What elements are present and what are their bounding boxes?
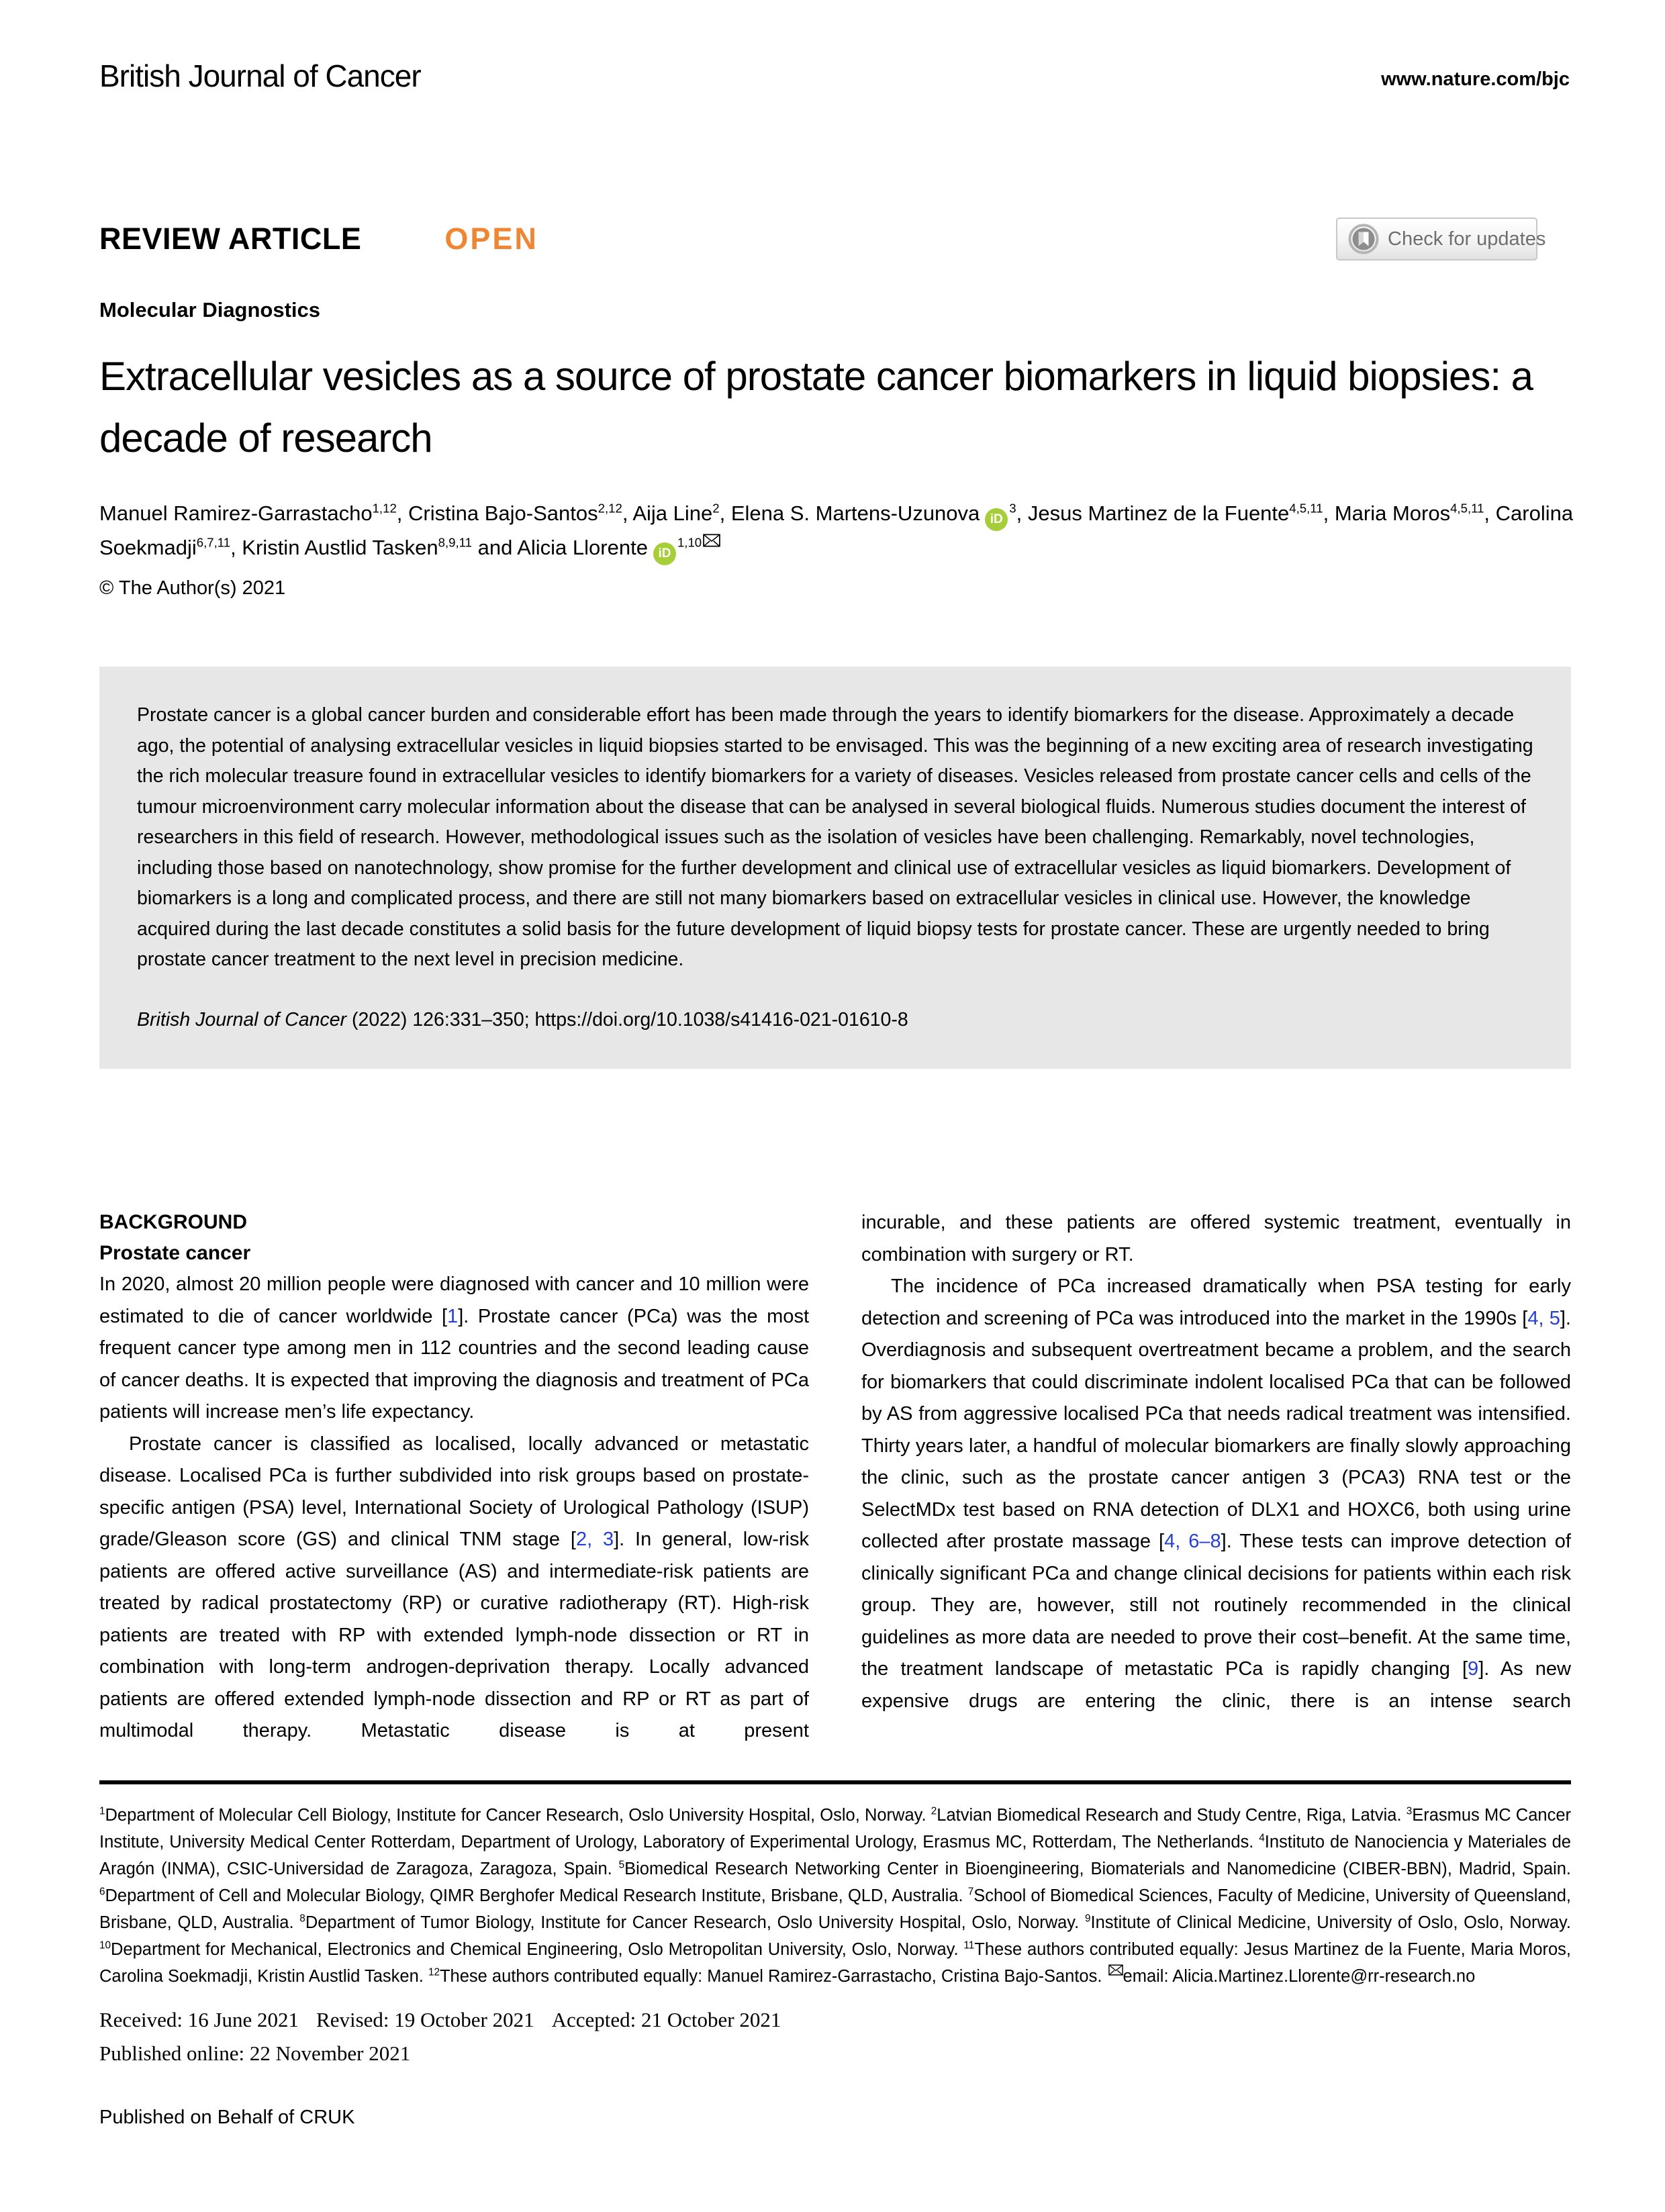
journal-title: British Journal of Cancer [99, 58, 421, 93]
body-paragraph: The incidence of PCa increased dramatically when PSA testing for early detection and screening of PCa was introduced into the market in the 1990s [4, 5]. Overdiagnosis and subsequent overtreatment became a problem, and the search for biomarkers that could discriminate indolent localised PCa that can be followed by AS from aggressive localised PCa that needs radical treatment was intensified. Thirty years later, a handful of molecular biomarkers are finally slowly approaching the clinic, such as the prostate cancer antigen 3 (PCA3) RNA test or the SelectMDx test based on RNA detection of DLX1 and HOXC6, both using urine collected after prostate massage [4, 6–8]. These tests can improve detection of clinically significant PCa and change clinical decisions for patients within each risk group. They are, however, still not routinely recommended in the clinical guidelines as more data are needed to prove their cost–benefit. At the same time, the treatment landscape of metastatic PCa is rapidly changing [9]. As new expensive drugs are entering the clinic, there is an intense search [861, 1276, 1571, 1712]
superscript-affiliation: 11 [963, 1939, 975, 1952]
orcid-icon[interactable]: iD [653, 542, 676, 565]
copyright-line: © The Author(s) 2021 [99, 577, 286, 599]
accepted-date: Accepted: 21 October 2021 [551, 2008, 781, 2031]
orcid-icon[interactable]: iD [985, 508, 1008, 531]
authors-line: Manuel Ramirez-Garrastacho$^{1,12}$, Cristina Bajo-Santos$^{2,12}$, Aija Line$^2$, Elena S. Martens-Uzunova $iD^3$, Jesus Martinez de la Fuente$^{4,5,11}$, Maria Moros$^{4,5,11}$, Carolina Soekmadji$^{6,7,11}$, Kristin Austlid Tasken$^{8,9,11}$ and Alicia Llorente iD$^{1,10}$ [99, 497, 1576, 565]
superscript-affiliation: 8,9,11 [438, 535, 472, 550]
envelope-icon[interactable] [1108, 1964, 1123, 1976]
superscript-affiliation: 8 [299, 1913, 305, 1925]
body-paragraph: incurable, and these patients are offered systemic treatment, eventually in combination with surgery or RT. [861, 1212, 1571, 1265]
reference-link[interactable]: 9 [1468, 1658, 1479, 1680]
left-column [99, 1207, 809, 1747]
open-access-label: OPEN [444, 222, 538, 256]
superscript-affiliation: 10 [99, 1939, 111, 1952]
masthead-row [99, 222, 538, 256]
body-columns [99, 1207, 1571, 1747]
superscript-affiliation: 2 [712, 501, 720, 516]
body-paragraph: Prostate cancer is classified as localised, locally advanced or metastatic disease. Localised PCa is further subdivided into risk groups based on prostate-specific antigen (PSA) level, International Society of Urological Pathology (ISUP) grade/Gleason score (GS) and clinical TNM stage [2, 3]. In general, low-risk patients are offered active surveillance (AS) and intermediate-risk patients are treated by radical prostatectomy (RP) or curative radiotherapy (RT). High-risk patients are treated with RP with extended lymph-node dissection or RT in combination with long-term androgen-deprivation therapy. Locally advanced patients are offered extended lymph-node dissection and RP or RT as part of multimodal therapy. Metastatic disease is at present [99, 1433, 809, 1741]
article-title: Extracellular vesicles as a source of prostate cancer biomarkers in liquid biopsies: a decade of research [99, 354, 1533, 461]
reference-link[interactable]: 1 [447, 1305, 459, 1327]
superscript-affiliation: 1,12 [372, 501, 397, 516]
subsection-heading-prostate-cancer: Prostate cancer [99, 1242, 251, 1264]
superscript-affiliation: 1,10 [677, 535, 702, 550]
italic-text: British Journal of Cancer [137, 1008, 347, 1030]
superscript-affiliation: 6 [99, 1886, 105, 1898]
superscript-affiliation: 4,5,11 [1289, 501, 1323, 516]
superscript-affiliation: 6,7,11 [196, 535, 231, 550]
reference-link[interactable]: 4, 5 [1527, 1307, 1560, 1329]
journal-site-link[interactable]: www.nature.com/bjc [1381, 68, 1570, 90]
superscript-affiliation: 1 [99, 1805, 105, 1817]
body-paragraph: In 2020, almost 20 million people were diagnosed with cancer and 10 million were estimated to die of cancer worldwide [1]. Prostate cancer (PCa) was the most frequent cancer type among men in 112 countries and the second leading cause of cancer deaths. It is expected that improving the diagnosis and treatment of PCa patients will increase men’s life expectancy. [99, 1273, 809, 1423]
superscript-affiliation: 2,12 [598, 501, 622, 516]
abstract-text: Prostate cancer is a global cancer burden and considerable effort has been made through the years to identify biomarkers for the disease. Approximately a decade ago, the potential of analysing extracellular vesicles in liquid biopsies started to be envisaged. This was the beginning of a new exciting area of research investigating the rich molecular treasure found in extracellular vesicles to identify biomarkers for a variety of diseases. Vesicles released from prostate cancer cells and cells of the tumour microenvironment carry molecular information about the disease that can be analysed in several biological fluids. Numerous studies document the interest of researchers in this field of research. However, methodological issues such as the isolation of vesicles have been challenging. Remarkably, novel technologies, including those based on nanotechnology, show promise for the further development and clinical use of extracellular vesicles as liquid biomarkers. Development of biomarkers is a long and complicated process, and there are still not many biomarkers based on extracellular vesicles in clinical use. However, the knowledge acquired during the last decade constitutes a solid basis for the future development of liquid biopsy tests for prostate cancer. These are urgently needed to bring prostate cancer treatment to the next level in precision medicine. [137, 704, 1533, 970]
right-column [861, 1207, 1571, 1747]
reference-link[interactable]: 4, 6–8 [1164, 1531, 1221, 1552]
revised-date: Revised: 19 October 2021 [316, 2008, 534, 2031]
superscript-affiliation: 4 [1259, 1832, 1265, 1844]
article-type-label: REVIEW ARTICLE [99, 222, 362, 256]
subject-label: Molecular Diagnostics [99, 298, 321, 322]
affiliations-footnote: $^1$Department of Molecular Cell Biology, Institute for Cancer Research, Oslo University Hospital, Oslo, Norway. $^2$Latvian Biomedical Research and Study Centre, Riga, Latvia. $^3$Erasmus MC Cancer Institute, University Medical Center Rotterdam, Department of Urology, Laboratory of Experimental Urology, Erasmus MC, Rotterdam, The Netherlands. $^4$Instituto de Nanociencia y Materiales de Aragón (INMA), CSIC-Universidad de Zaragoza, Zaragoza, Spain. $^5$Biomedical Research Networking Center in Bioengineering, Biomaterials and Nanomedicine (CIBER-BBN), Madrid, Spain. $^6$Department of Cell and Molecular Biology, QIMR Berghofer Medical Research Institute, Brisbane, QLD, Australia. $^7$School of Biomedical Sciences, Faculty of Medicine, University of Queensland, Brisbane, QLD, Australia. $^8$Department of Tumor Biology, Institute for Cancer Research, Oslo University Hospital, Oslo, Norway. $^9$Institute of Clinical Medicine, University of Oslo, Oslo, Norway. $^{10}$Department for Mechanical, Electronics and Chemical Engineering, Oslo Metropolitan University, Oslo, Norway. $^{11}$These authors contributed equally: Jesus Martinez de la Fuente, Maria Moros, Carolina Soekmadji, Kristin Austlid Tasken. $^{12}$These authors contributed equally: Manuel Ramirez-Garrastacho, Cristina Bajo-Santos. email: Alicia.Martinez.Llorente@rr-research.no [99, 1780, 1571, 1990]
citation-line: British Journal of Cancer (2022) 126:331–350; https://doi.org/10.1038/s41416-021-01610-8 [137, 1008, 908, 1030]
superscript-affiliation: 9 [1084, 1913, 1091, 1925]
article-history [99, 2003, 781, 2070]
superscript-affiliation: 7 [967, 1886, 974, 1898]
superscript-affiliation: 12 [428, 1966, 440, 1978]
check-for-updates-label: Check for updates [1388, 228, 1546, 250]
superscript-affiliation: 2 [931, 1805, 937, 1817]
history-line-1 [99, 2003, 781, 2037]
publisher-footer-note: Published on Behalf of CRUK [99, 2107, 355, 2128]
published-online-date: Published online: 22 November 2021 [99, 2041, 411, 2065]
abstract-box [99, 667, 1571, 1069]
superscript-affiliation: 3 [1009, 501, 1016, 516]
superscript-affiliation: 5 [618, 1859, 625, 1871]
crossmark-icon [1348, 224, 1379, 254]
section-heading-background: BACKGROUND [99, 1211, 247, 1233]
superscript-affiliation: 3 [1406, 1805, 1413, 1817]
envelope-icon[interactable] [703, 534, 720, 547]
received-date: Received: 16 June 2021 [99, 2008, 299, 2031]
email-link[interactable]: Alicia.Martinez.Llorente@rr-research.no [1172, 1967, 1476, 1986]
superscript-affiliation: 4,5,11 [1450, 501, 1484, 516]
check-for-updates-badge[interactable] [1336, 218, 1546, 260]
reference-link[interactable]: 2, 3 [575, 1529, 614, 1550]
